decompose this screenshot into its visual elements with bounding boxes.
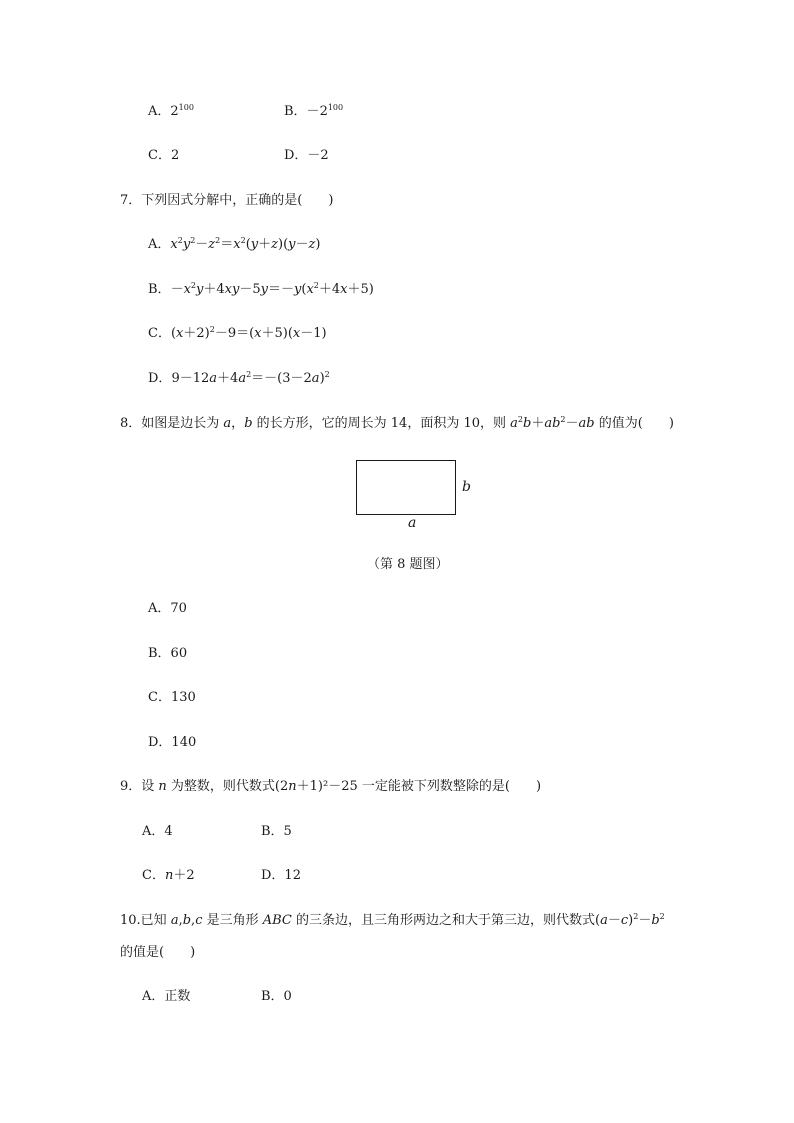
q7-option-c: C．$(x+2)^2-9=(x+5)(x-1)$: [148, 325, 327, 341]
q6-option-b: B．$-2^{100}$: [284, 103, 344, 119]
q9-option-b: B．5: [261, 824, 292, 839]
q7-option-a: A．$x^2y^2-z^2=x^2(y+z)(y-z)$: [148, 236, 321, 252]
q8-option-b: B．60: [148, 646, 188, 661]
q9-option-a: A．4: [142, 824, 173, 839]
q7-option-d: D．$9-12a+4a^2=-(3-2a)^2$: [148, 370, 330, 386]
q9-option-c: C．n＋2: [142, 868, 195, 883]
figure-label-a: a: [408, 515, 417, 531]
q7-stem: 7．下列因式分解中，正确的是( ): [120, 193, 334, 208]
q9-stem: 9．设 n 为整数，则代数式(2n＋1)²－25 一定能被下列数整除的是( ): [120, 779, 542, 794]
q8-option-a: A．70: [148, 601, 187, 616]
q7-option-b: B．$-x^2y+4xy-5y=-y(x^2+4x+5)$: [148, 281, 374, 297]
q10-stem-line1: 10.已知 a,b,c 是三角形 ABC 的三条边，且三角形两边之和大于第三边，则代数式$(a-c)^2-b^2$: [120, 912, 665, 928]
q10-option-b: B．0: [261, 989, 292, 1004]
rectangle-figure: [356, 460, 456, 515]
figure-label-b: b: [462, 479, 471, 495]
q6-option-c: C．2: [148, 148, 180, 163]
q8-option-d: D．140: [148, 735, 197, 750]
q6-option-d: D．－2: [284, 148, 329, 163]
q8-option-c: C．130: [148, 690, 196, 705]
figure-caption: （第 8 题图）: [367, 557, 449, 572]
q9-option-d: D．12: [261, 868, 301, 883]
q10-option-a: A．正数: [142, 989, 191, 1004]
q6-option-a: A．$2^{100}$: [148, 103, 194, 119]
q10-stem-line2: 的值是( ): [120, 945, 196, 960]
q8-stem: 8．如图是边长为 a，b 的长方形，它的周长为 14，面积为 10，则 $a^2b+ab^2-ab$ 的值为( ): [120, 415, 674, 431]
